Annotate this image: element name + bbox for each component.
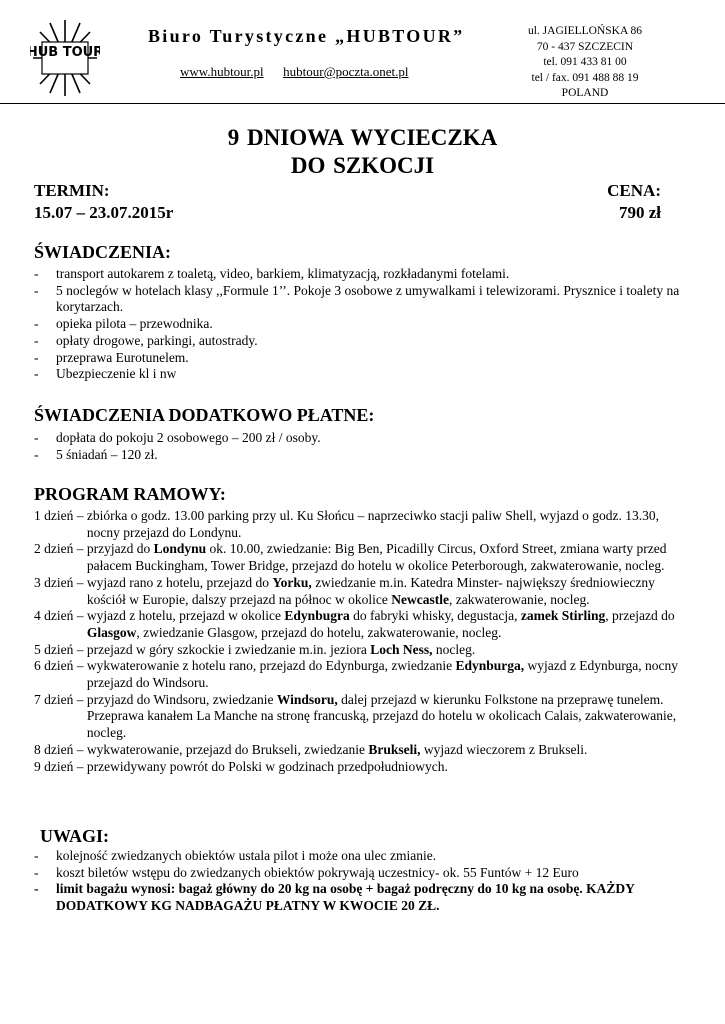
termin-block — [34, 180, 173, 224]
day-label: 9 dzień – — [34, 758, 87, 774]
place-name: Londynu — [153, 541, 207, 557]
day-text — [87, 759, 684, 776]
text-fragment: wykwaterowanie z hotelu rano, przejazd do Edynburga, zwiedzanie — [86, 658, 456, 674]
text-fragment: ok. 10.00, zwiedzanie: Big Ben, Picadilly Circus, Oxford Street, zmiana warty przed pałacem Buckingham, Tower Bridge, przejazd do hotelu w okolice Peterborough, zakwaterowanie, nocleg. — [86, 541, 667, 574]
list-item: - limit bagażu wynosi: bagaż główny do 20 kg na osobę + bagaż podręczny do 10 kg na osobę. KAŻDY DODATKOWY KG NADBAGAŻU PŁATNY W KWOCIE 20 ZŁ. — [34, 881, 684, 914]
program-day — [34, 759, 684, 776]
program-day — [34, 541, 684, 574]
text-fragment: przejazd w góry szkockie i zwiedzanie m.in. jeziora — [86, 641, 371, 657]
place-name: Glasgow — [86, 624, 137, 640]
text-fragment: , zakwaterowanie, nocleg. — [449, 591, 590, 607]
day-label: 6 dzień – — [34, 658, 87, 674]
day-label: 2 dzień – — [34, 541, 87, 557]
cena-value: 790 zł — [618, 203, 661, 222]
place-name: Brukseli, — [368, 741, 421, 757]
day-label: 7 dzień – — [34, 691, 87, 707]
text-fragment: przyjazd do Windsoru, zwiedzanie — [86, 691, 277, 707]
text-fragment: nocleg. — [432, 641, 476, 657]
program-heading: PROGRAM RAMOWY: — [34, 484, 226, 504]
day-text — [87, 508, 684, 541]
text-fragment: , zwiedzanie Glasgow, przejazd do hotelu, zakwaterowanie, nocleg. — [136, 624, 502, 640]
place-name: zamek Stirling — [520, 608, 606, 624]
day-text — [87, 575, 684, 608]
address-phone: tel. 091 433 81 00 — [543, 56, 627, 68]
day-text — [87, 642, 684, 659]
list-item: - kolejność zwiedzanych obiektów ustala pilot i może ona ulec zmianie. — [34, 848, 684, 865]
list-item: - opłaty drogowe, parkingi, autostrady. — [34, 333, 684, 350]
place-name: Edynburga, — [455, 658, 525, 674]
text-fragment: , przejazd do — [605, 608, 675, 624]
text-fragment: zbiórka o godz. 13.00 parking przy ul. Ku Słońcu – naprzeciwko stacji paliw Shell, wyjazd o godz. 13.30, nocny przejazd do Londynu. — [86, 508, 659, 540]
program-list — [34, 508, 684, 775]
place-name: Newcastle — [391, 591, 450, 607]
logo-text-hub: HUB TOUR — [30, 45, 100, 60]
program-day — [34, 642, 684, 659]
list-item: - opieka pilota – przewodnika. — [34, 316, 684, 333]
contact-links — [180, 64, 408, 80]
title-line-1: 9 DNIOWA WYCIECZKA — [227, 125, 498, 150]
program-day — [34, 608, 684, 641]
list-item: - koszt biletów wstępu do zwiedzanych obiektów pokrywają uczestnicy- ok. 55 Funtów + 12 Euro — [34, 865, 684, 882]
website-link[interactable]: www.hubtour.pl — [180, 64, 264, 79]
text-fragment: wyjazd z hotelu, przejazd w okolice — [86, 608, 285, 624]
swiadczenia-heading: ŚWIADCZENIA: — [34, 242, 172, 262]
uwagi-list — [34, 848, 684, 915]
cena-block — [560, 180, 661, 224]
day-label: 4 dzień – — [34, 608, 87, 624]
day-label: 8 dzień – — [34, 741, 87, 757]
company-name: Biuro Turystyczne „HUBTOUR” — [148, 26, 465, 46]
text-fragment: wyjazd z Edynburga, nocny przejazd do Windsoru. — [86, 658, 678, 691]
day-label: 1 dzień – — [34, 508, 87, 523]
program-day — [34, 692, 684, 742]
text-fragment: przewidywany powrót do Polski w godzinach przedpołudniowych. — [86, 758, 448, 774]
address-country: POLAND — [561, 87, 609, 99]
text-fragment: wyjazd wieczorem z Brukseli. — [420, 741, 588, 757]
place-name: Windsoru, — [276, 691, 338, 707]
place-name: Loch Ness, — [370, 641, 433, 657]
program-day — [34, 508, 684, 541]
hubtour-logo — [30, 18, 100, 98]
day-label: 3 dzień – — [34, 574, 87, 590]
address-fax: tel / fax. 091 488 88 19 — [531, 71, 639, 84]
address-street: ul. JAGIELLOŃSKA 86 — [527, 25, 643, 37]
dodatkowo-heading: ŚWIADCZENIA DODATKOWO PŁATNE: — [34, 405, 375, 425]
program-day — [34, 742, 684, 759]
list-item: - przeprawa Eurotunelem. — [34, 350, 684, 367]
page-title — [0, 124, 725, 180]
text-fragment: wykwaterowanie, przejazd do Brukseli, zwiedzanie — [86, 741, 369, 757]
list-item: - dopłata do pokoju 2 osobowego – 200 zł / osoby. — [34, 430, 684, 447]
header-divider — [0, 103, 725, 104]
day-text — [87, 608, 684, 641]
program-day — [34, 658, 684, 691]
email-link[interactable]: hubtour@poczta.onet.pl — [283, 64, 409, 79]
swiadczenia-list — [34, 266, 684, 383]
day-text — [87, 742, 684, 759]
place-name: Yorku, — [272, 574, 312, 590]
text-fragment: wyjazd rano z hotelu, przejazd do — [86, 574, 273, 590]
uwagi-heading: UWAGI: — [40, 826, 110, 846]
list-item: - transport autokarem z toaletą, video, barkiem, klimatyzacją, rozkładanymi fotelami. — [34, 266, 684, 283]
day-text — [87, 658, 684, 691]
termin-value: 15.07 – 23.07.2015r — [34, 203, 174, 222]
text-fragment: zwiedzanie m.in. Katedra Minster- największy średniowieczny kościół w Europie, dalszy przejazd na północ w okolice — [86, 574, 655, 607]
list-item: - 5 noclegów w hotelach klasy ,,Formule 1’’. Pokoje 3 osobowe z umywalkami i telewizorami. Prysznice i toalety na korytarzach. — [34, 283, 684, 316]
day-label: 5 dzień – — [34, 641, 87, 657]
day-text — [87, 541, 684, 574]
address-city: 70 - 437 SZCZECIN — [536, 40, 634, 53]
day-text — [87, 692, 684, 742]
list-item: - Ubezpieczenie kl i nw — [34, 366, 684, 383]
text-fragment: dalej przejazd w kierunku Folkstone na przeprawę tunelem. Przeprawa kanałem La Manche na stronę francuską, przejazd do hotelu w okolicach Calais, zakwaterowanie, nocleg. — [86, 691, 677, 741]
cena-label: CENA: — [607, 181, 661, 200]
text-fragment: przyjazd do — [86, 541, 154, 557]
program-day — [34, 575, 684, 608]
termin-label: TERMIN: — [34, 181, 110, 200]
dodatkowo-list — [34, 430, 684, 463]
company-address — [500, 24, 670, 102]
title-line-2: DO SZKOCJI — [290, 153, 435, 178]
list-item: - 5 śniadań – 120 zł. — [34, 447, 684, 464]
text-fragment: do fabryki whisky, degustacja, — [349, 608, 521, 624]
place-name: Edynbugra — [284, 608, 350, 624]
